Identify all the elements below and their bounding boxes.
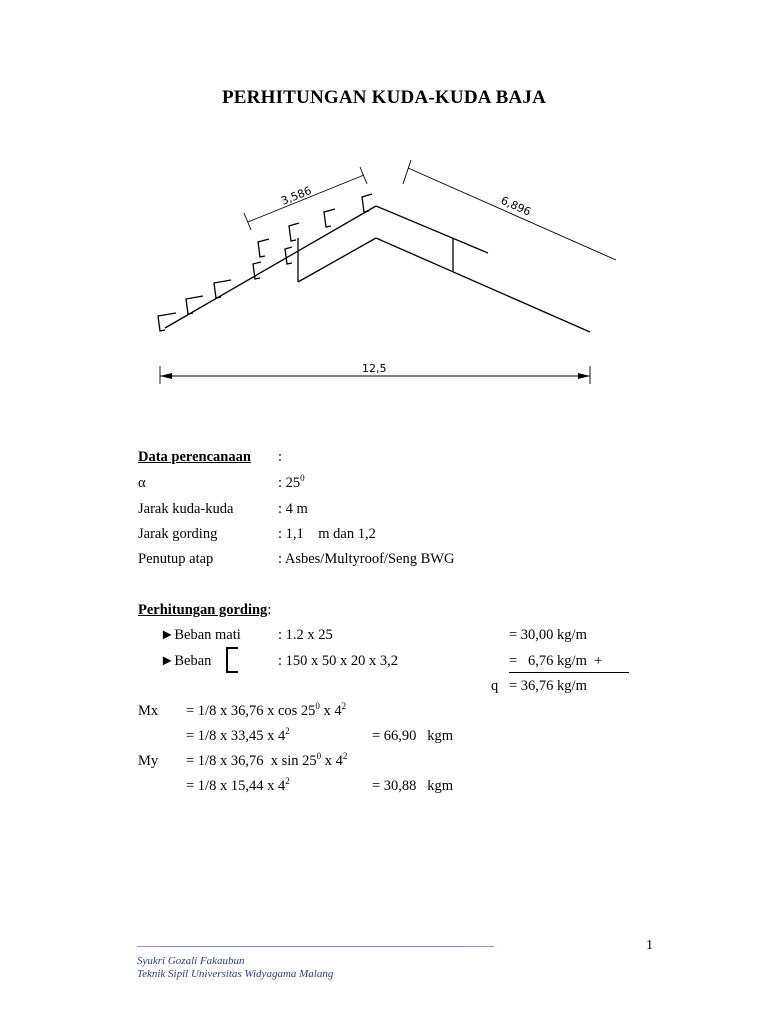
page-title: PERHITUNGAN KUDA-KUDA BAJA bbox=[222, 87, 546, 108]
mx-result: = 66,90 kgm bbox=[372, 728, 454, 744]
dim-label-3586: 3,586 bbox=[279, 183, 314, 208]
beban-mati-label: ►Beban mati bbox=[160, 627, 241, 643]
row-value-jarak-gording: : 1,1 m dan 1,2 bbox=[278, 526, 376, 542]
mx-line-2: = 1/8 x 33,45 x $4^2$ bbox=[186, 726, 290, 744]
purlin-4 bbox=[253, 262, 261, 279]
mx-line-1: = 1/8 x 36,76 x $\cos 25^0$ x $4^2$ bbox=[186, 701, 347, 719]
section-heading-gording: Perhitungan gording: bbox=[138, 602, 272, 618]
heading-colon: : bbox=[278, 449, 283, 465]
purlin-1 bbox=[158, 313, 176, 331]
dim-label-span: 12,5 bbox=[362, 362, 387, 375]
my-label: My bbox=[138, 753, 159, 769]
footer-rule bbox=[137, 946, 494, 947]
purlin-8 bbox=[324, 209, 335, 227]
rafter-top-left bbox=[165, 206, 376, 328]
my-line-1: = 1/8 x 36,76 x $\sin 25^0$ x $4^2$ bbox=[186, 751, 348, 769]
beban-profil-expr: : 150 x 50 x 20 x 3,2 bbox=[278, 653, 399, 669]
purlin-6 bbox=[258, 239, 269, 257]
beban-mati-expr: : 1.2 x 25 bbox=[278, 627, 333, 643]
beban-mati-result: = 30,00 kg/m bbox=[509, 627, 587, 643]
mx-label: Mx bbox=[138, 703, 159, 719]
row-label-jarak-kuda: Jarak kuda-kuda bbox=[138, 501, 234, 517]
row-value-alpha: : $25^0$ bbox=[278, 473, 305, 491]
row-value-penutup: : Asbes/Multyroof/Seng BWG bbox=[278, 551, 455, 567]
beban-profil-result: = 6,76 kg/m + bbox=[509, 653, 603, 669]
dim-label-6896: 6,896 bbox=[498, 193, 533, 219]
beban-profil-label: ►Beban bbox=[160, 653, 212, 669]
page-number: 1 bbox=[646, 938, 653, 953]
c-section-icon bbox=[224, 646, 240, 674]
row-label-penutup: Penutup atap bbox=[138, 551, 214, 567]
row-label-jarak-gording: Jarak gording bbox=[138, 526, 218, 542]
q-result: = 36,76 kg/m bbox=[509, 678, 587, 694]
row-label-alpha: α bbox=[138, 475, 146, 491]
row-value-jarak-kuda: : 4 m bbox=[278, 501, 308, 517]
q-label: q bbox=[491, 678, 499, 694]
my-result: = 30,88 kgm bbox=[372, 778, 454, 794]
section-heading-data: Data perencanaan bbox=[138, 449, 251, 465]
truss-diagram bbox=[0, 0, 768, 420]
footer-institution: Teknik Sipil Universitas Widyagama Malang bbox=[137, 968, 334, 980]
sum-rule bbox=[509, 672, 629, 673]
footer-author: Syukri Gozali Fakaubun bbox=[137, 955, 245, 967]
chord-bottom-right bbox=[376, 238, 590, 332]
my-line-2: = 1/8 x 15,44 x $4^2$ bbox=[186, 776, 290, 794]
